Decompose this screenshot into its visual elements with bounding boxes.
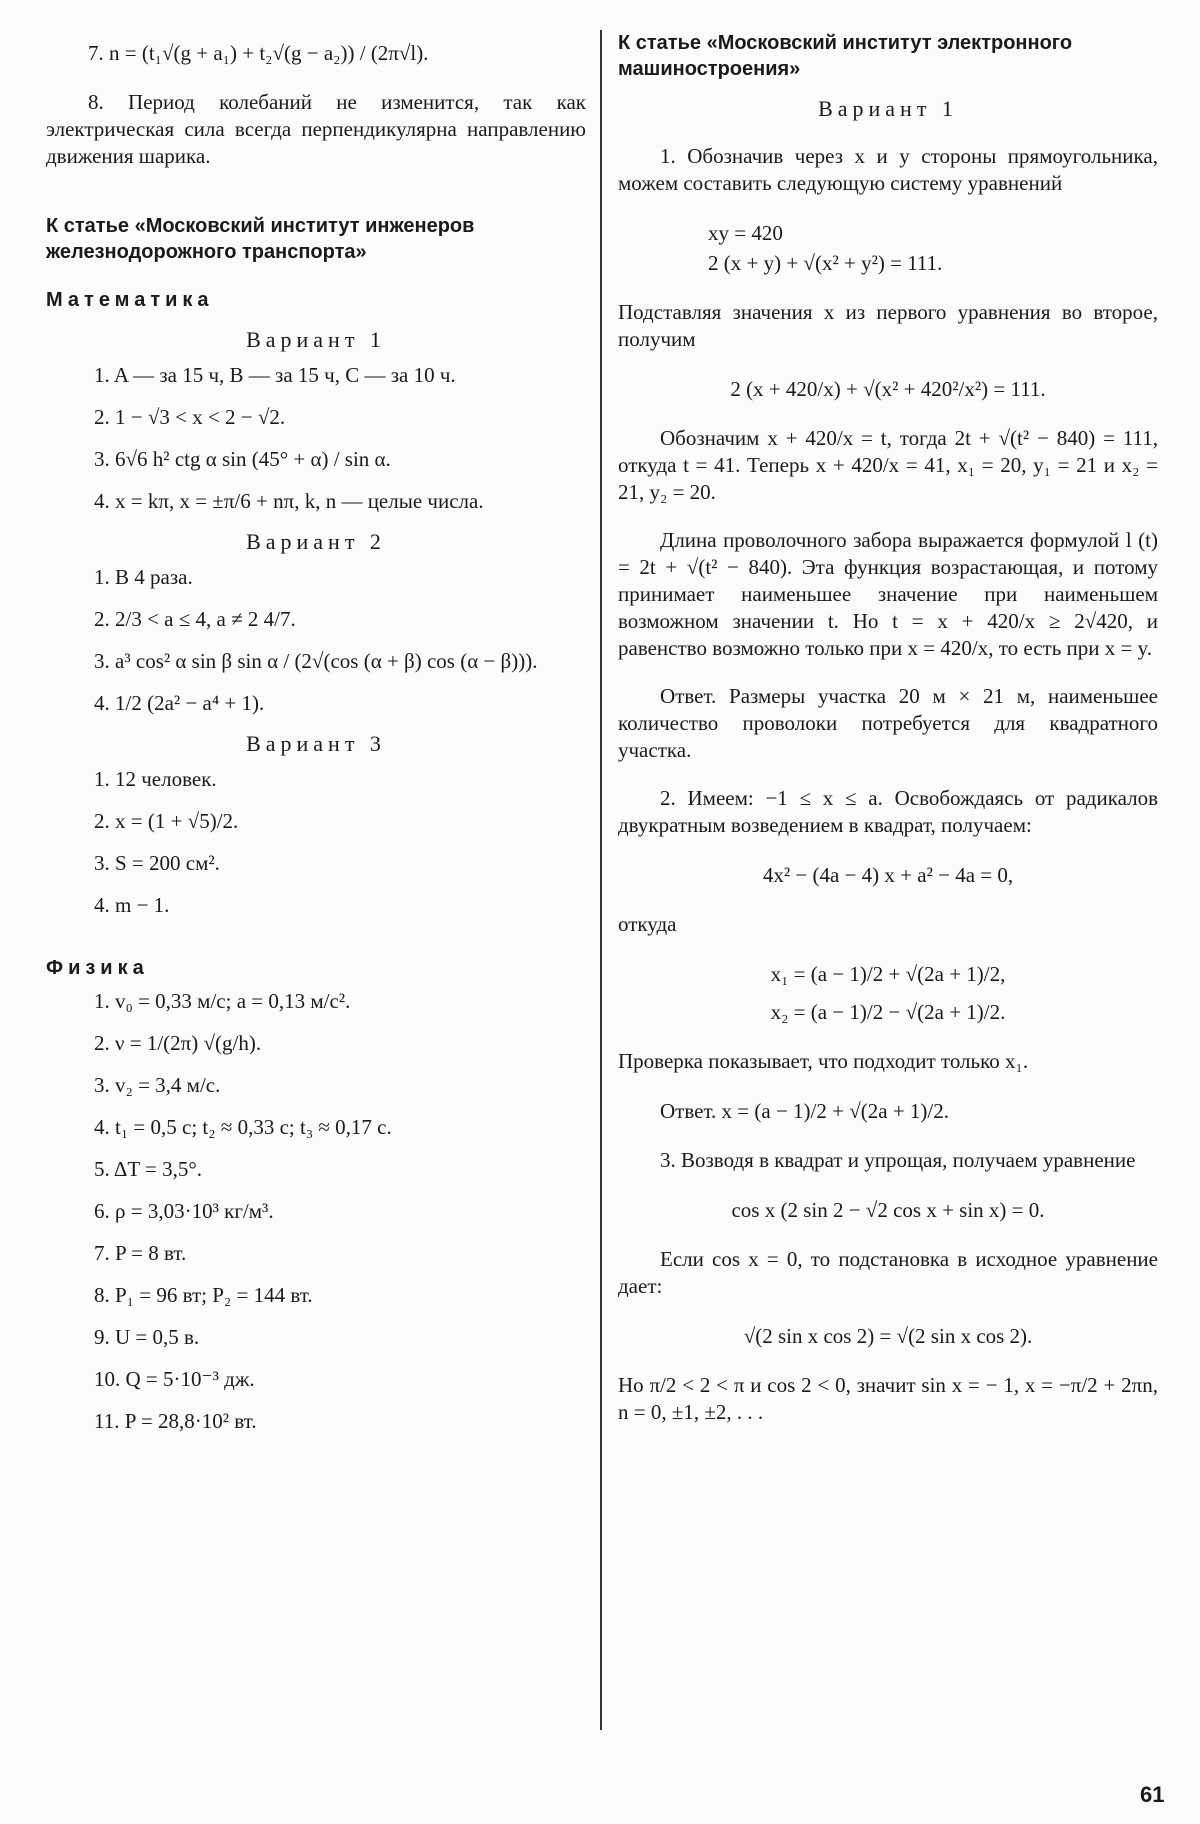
math-v1-4: 4. x = kπ, x = ±π/6 + nπ, k, n — целые числа. <box>94 489 484 513</box>
right-para-4: Длина проволочного забора выражается формулой l (t) = 2t + √(t² − 840). Эта функция возрастающая, и потому принимает наименьшее значение при наименьшем возможном значении t. Но t = x + 420/x ≥ 2√420, и равенство возможно только при x = 420/x, то есть при x = y. <box>618 528 1158 660</box>
math-v3-4: 4. m − 1. <box>94 893 170 917</box>
math-v3-3: 3. S = 200 см². <box>94 851 220 875</box>
equation-1: 2 (x + 420/x) + √(x² + 420²/x²) = 111. <box>730 377 1046 401</box>
math-v3-1: 1. 12 человек. <box>94 767 217 791</box>
phys-3: 3. v₂ = 3,4 м/с. <box>94 1073 221 1097</box>
right-para-7: откуда <box>618 912 677 936</box>
system-eq-1: xy = 420 <box>708 221 783 245</box>
right-para-11: Если cos x = 0, то подстановка в исходное уравнение дает: <box>618 1247 1158 1298</box>
right-column <box>618 30 1158 1447</box>
equation-3: x₁ = (a − 1)/2 + √(2a + 1)/2, <box>770 962 1006 986</box>
system-eq-2: 2 (x + y) + √(x² + y²) = 111. <box>708 251 943 275</box>
phys-10: 10. Q = 5·10⁻³ дж. <box>94 1367 255 1391</box>
right-para-8: Проверка показывает, что подходит только x₁. <box>618 1049 1029 1073</box>
math-v2-2: 2. 2/3 < a ≤ 4, a ≠ 2 4/7. <box>94 607 296 631</box>
equation-6: √(2 sin x cos 2) = √(2 sin x cos 2). <box>743 1324 1033 1348</box>
math-v2-3: 3. a³ cos² α sin β sin α / (2√(cos (α + β) cos (α − β))). <box>94 649 538 673</box>
section-math: Математика <box>46 289 214 311</box>
math-v1-2: 2. 1 − √3 < x < 2 − √2. <box>94 405 286 429</box>
right-answer-1: Ответ. Размеры участка 20 м × 21 м, наименьшее количество проволоки потребуется для квадратного участка. <box>618 684 1158 762</box>
phys-4: 4. t₁ = 0,5 с; t₂ ≈ 0,33 с; t₃ ≈ 0,17 с. <box>94 1115 392 1139</box>
phys-5: 5. ΔT = 3,5°. <box>94 1157 203 1181</box>
phys-8: 8. P₁ = 96 вт; P₂ = 144 вт. <box>94 1283 313 1307</box>
equation-5: cos x (2 sin 2 − √2 cos x + sin x) = 0. <box>731 1198 1045 1222</box>
math-v3-2: 2. x = (1 + √5)/2. <box>94 809 239 833</box>
math-v2-1: 1. В 4 раза. <box>94 565 193 589</box>
phys-11: 11. P = 28,8·10² вт. <box>94 1409 257 1433</box>
answer-8: 8. Период колебаний не изменится, так как электрическая сила всегда перпендикулярна направлению движения шарика. <box>46 90 586 168</box>
equation-4: x₂ = (a − 1)/2 − √(2a + 1)/2. <box>770 1000 1006 1024</box>
math-v1-3: 3. 6√6 h² ctg α sin (45° + α) / sin α. <box>94 447 391 471</box>
right-para-12: Но π/2 < 2 < π и cos 2 < 0, значит sin x = − 1, x = −π/2 + 2πn, n = 0, ±1, ±2, . . . <box>618 1373 1158 1424</box>
left-column <box>46 30 586 1449</box>
math-v1-1: 1. A — за 15 ч, B — за 15 ч, C — за 10 ч. <box>94 363 456 387</box>
right-variant-1-heading: Вариант 1 <box>818 96 958 121</box>
math-v2-4: 4. 1/2 (2a² − a⁴ + 1). <box>94 691 265 715</box>
page-number: 61 <box>1140 1782 1165 1807</box>
right-para-2: Подставляя значения x из первого уравнения во второе, получим <box>618 300 1158 351</box>
right-para-10: 3. Возводя в квадрат и упрощая, получаем уравнение <box>660 1148 1136 1172</box>
phys-6: 6. ρ = 3,03·10³ кг/м³. <box>94 1199 274 1223</box>
right-para-3: Обозначим x + 420/x = t, тогда 2t + √(t² − 840) = 111, откуда t = 41. Теперь x + 420/x = 41, x₁ = 20, y₁ = 21 и x₂ = 21, y₂ = 20. <box>618 426 1158 504</box>
variant-3-heading: Вариант 3 <box>246 731 386 756</box>
right-answer-2: Ответ. x = (a − 1)/2 + √(2a + 1)/2. <box>660 1099 949 1123</box>
column-divider <box>600 30 602 1730</box>
right-para-6: 2. Имеем: −1 ≤ x ≤ a. Освобождаясь от радикалов двукратным возведением в квадрат, получаем: <box>618 786 1158 837</box>
phys-9: 9. U = 0,5 в. <box>94 1325 200 1349</box>
article-heading-electronics: К статье «Московский институт электронного машиностроения» <box>618 32 1073 80</box>
variant-1-heading: Вариант 1 <box>246 327 386 352</box>
article-heading-railway: К статье «Московский институт инженеров железнодорожного транспорта» <box>46 215 475 263</box>
phys-2: 2. ν = 1/(2π) √(g/h). <box>94 1031 262 1055</box>
phys-1: 1. v₀ = 0,33 м/с; a = 0,13 м/с². <box>94 989 351 1013</box>
equation-2: 4x² − (4a − 4) x + a² − 4a = 0, <box>762 863 1014 887</box>
right-para-1: 1. Обозначив через x и y стороны прямоугольника, можем составить следующую систему уравнений <box>618 144 1158 195</box>
answer-7-formula: 7. n = (t₁√(g + a₁) + t₂√(g − a₂)) / (2π√l). <box>88 41 429 65</box>
section-physics: Физика <box>46 957 149 979</box>
variant-2-heading: Вариант 2 <box>246 529 386 554</box>
phys-7: 7. P = 8 вт. <box>94 1241 187 1265</box>
